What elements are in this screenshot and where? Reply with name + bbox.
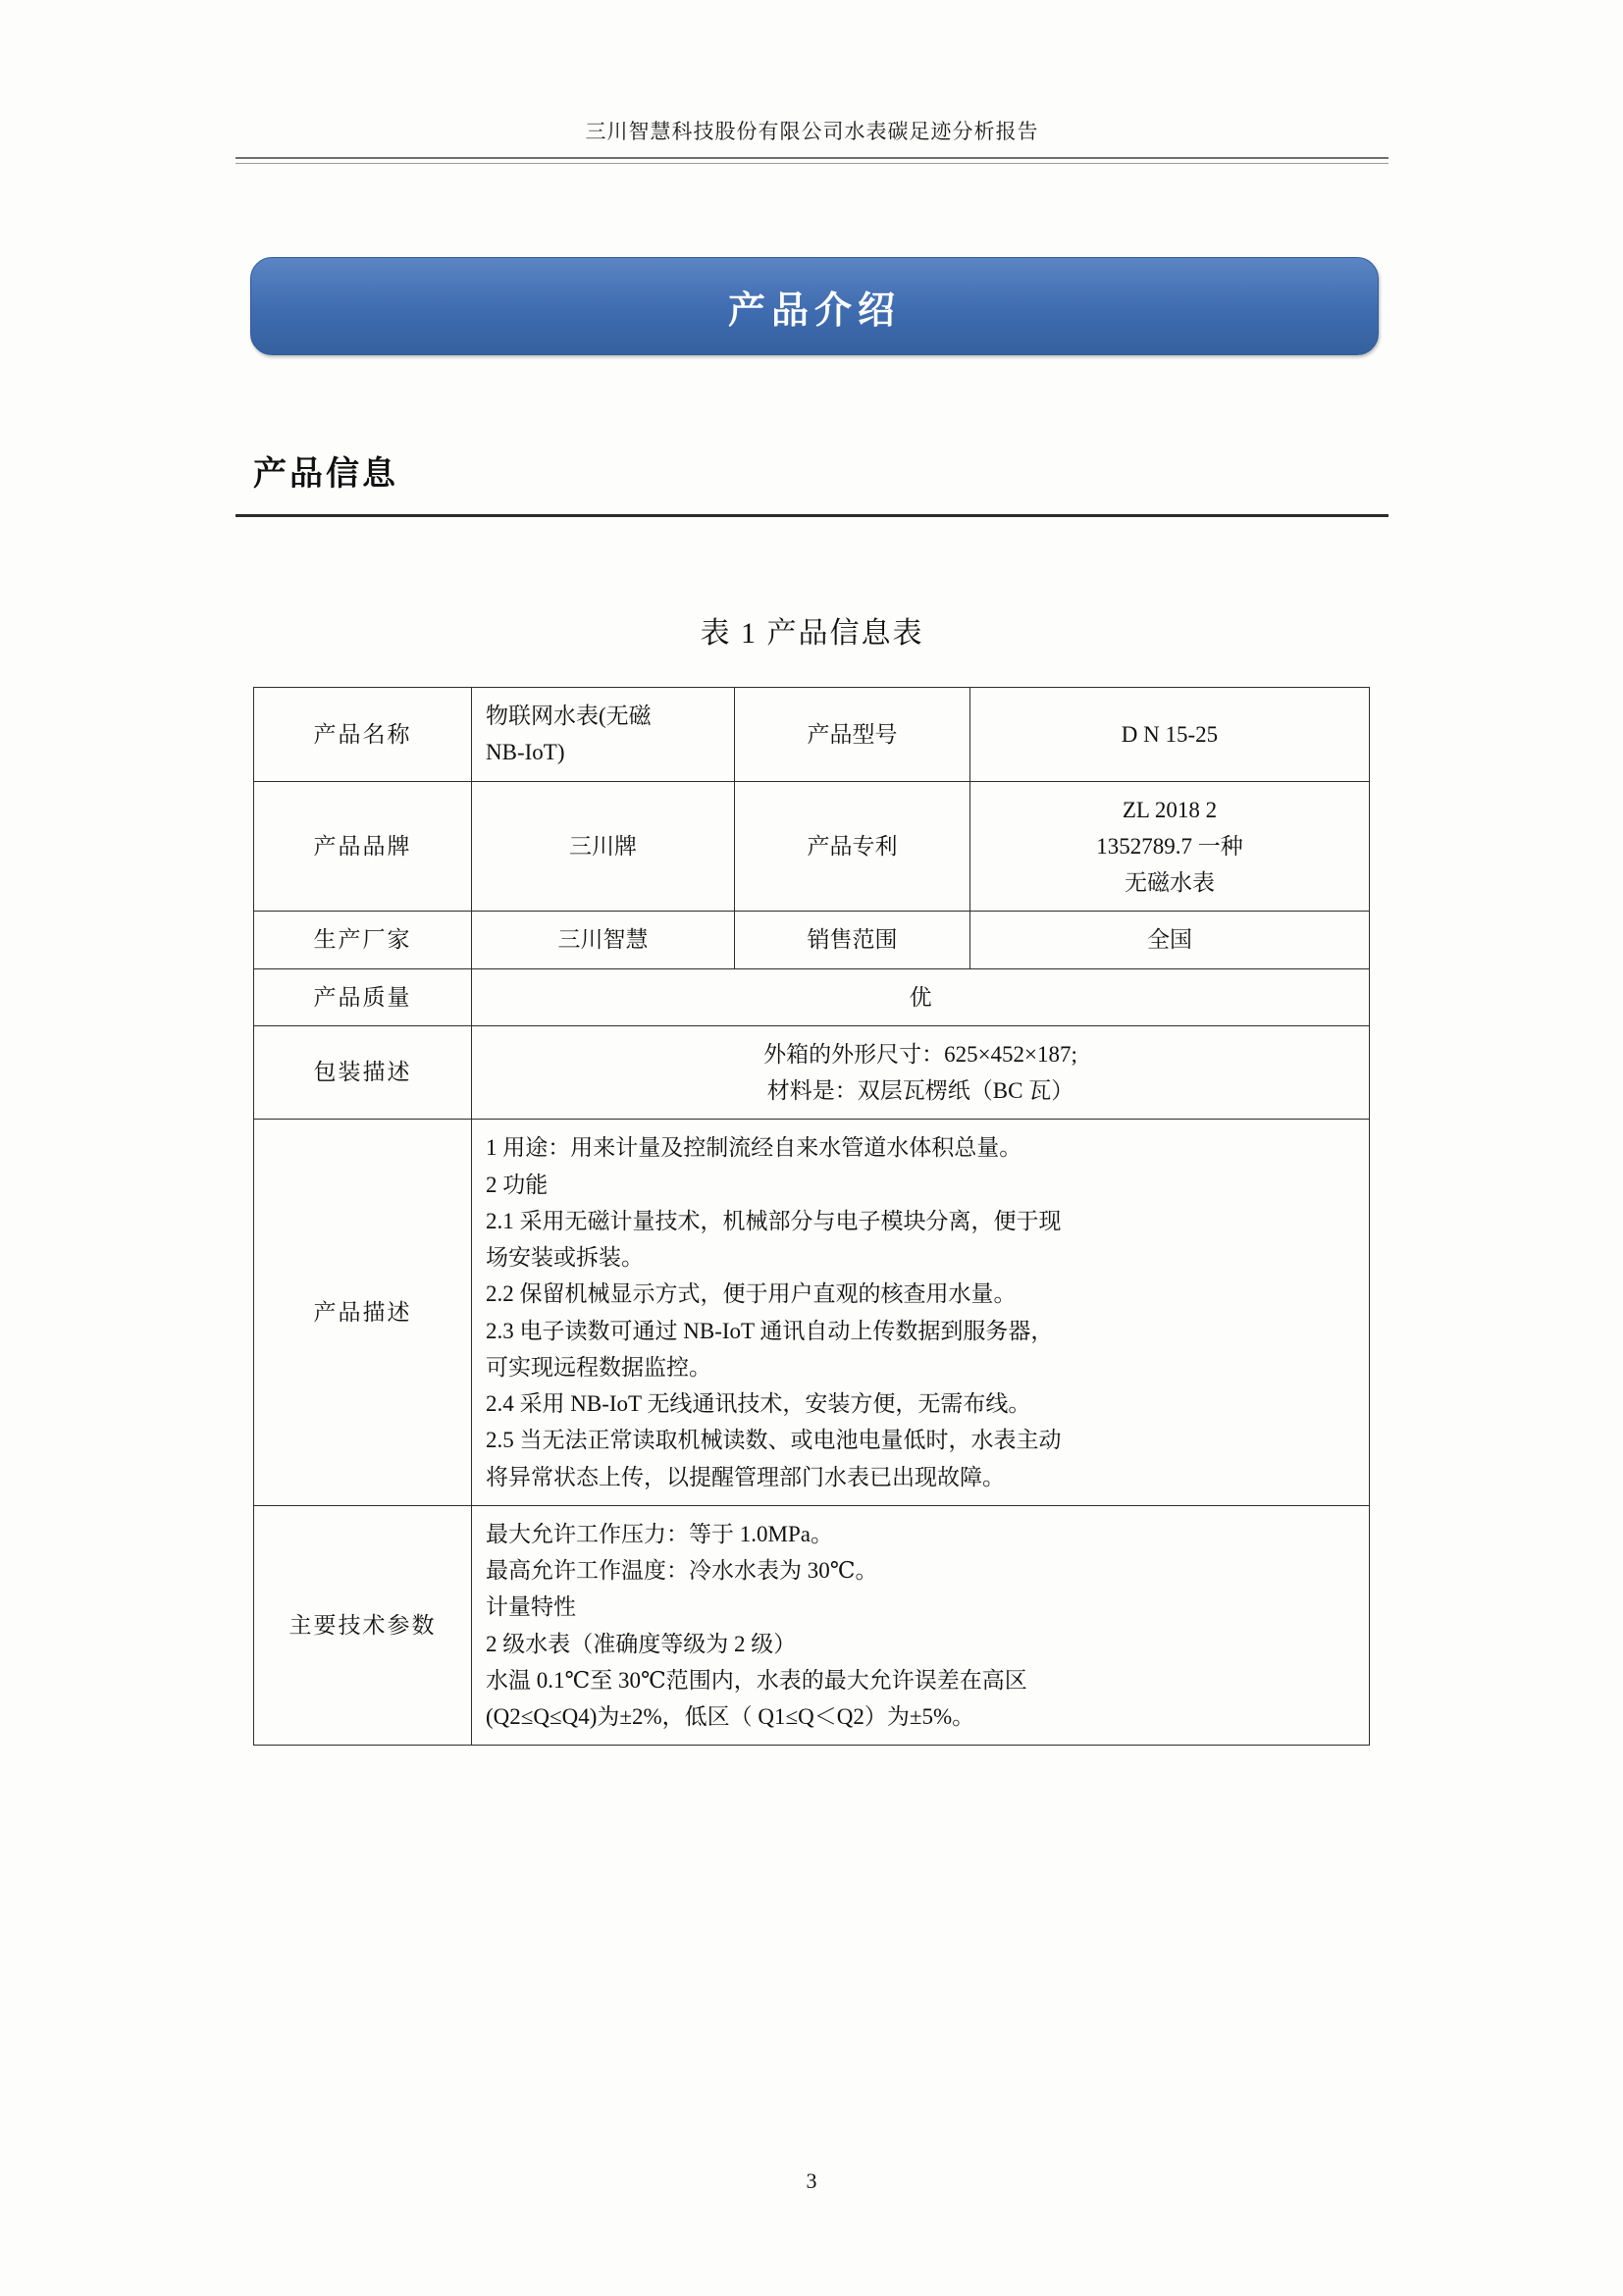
tech-line-4: 2 级水表（准确度等级为 2 级） [486,1631,797,1656]
cell-model-label: 产品型号 [735,688,970,782]
cell-model-value: D N 15-25 [970,688,1370,782]
description-line-3: 2.1 采用无磁计量技术，机械部分与电子模块分离，便于现 [486,1208,1062,1233]
cell-description-value [472,1120,1370,1506]
page-number: 3 [806,2168,817,2193]
header-rule-thin [236,163,1388,164]
cell-tech-label: 主要技术参数 [254,1505,472,1746]
banner-title: 产品介绍 [727,289,901,332]
table-row [254,1120,1370,1506]
cell-sales-scope-label: 销售范围 [735,912,970,968]
package-line-2: 材料是：双层瓦楞纸（BC 瓦） [766,1078,1074,1103]
cell-quality-value: 优 [472,968,1370,1025]
tech-line-5: 水温 0.1℃至 30℃范围内，水表的最大允许误差在高区 [486,1667,1027,1693]
cell-patent-label: 产品专利 [735,781,970,912]
cell-description-label: 产品描述 [254,1120,472,1506]
product-info-table [253,687,1370,1746]
description-line-2: 2 功能 [486,1172,549,1197]
cell-package-value [472,1025,1370,1120]
table-row [254,688,1370,782]
tech-line-2: 最高允许工作温度：冷水水表为 30℃。 [486,1558,878,1583]
table-row [254,1025,1370,1120]
table-caption: 表 1 产品信息表 [700,617,924,650]
cell-sales-scope-value: 全国 [970,912,1370,968]
cell-manufacturer-value: 三川智慧 [472,912,735,968]
patent-line-3: 无磁水表 [1125,870,1215,895]
description-line-1: 1 用途：用来计量及控制流经自来水管道水体积总量。 [486,1135,1022,1161]
product-name-line-1: 物联网水表(无磁 [486,704,652,728]
description-line-9: 2.5 当无法正常读取机械读数、或电池电量低时，水表主动 [486,1428,1062,1453]
cell-manufacturer-label: 生产厂家 [254,912,472,968]
package-line-1: 外箱的外形尺寸：625×452×187; [763,1041,1077,1067]
patent-line-1: ZL 2018 2 [1122,797,1218,822]
tech-line-6: (Q2≤Q≤Q4)为±2%，低区（ Q1≤Q＜Q2）为±5%。 [486,1704,975,1729]
cell-package-label: 包装描述 [254,1025,472,1120]
cell-brand-value: 三川牌 [472,781,735,912]
cell-brand-label: 产品品牌 [254,781,472,912]
cell-quality-label: 产品质量 [254,968,472,1025]
running-header: 三川智慧科技股份有限公司水表碳足迹分析报告 [585,120,1039,143]
description-line-7: 可实现远程数据监控。 [486,1354,711,1380]
section-divider [236,514,1388,517]
description-line-4: 场安装或拆装。 [486,1245,644,1270]
table-row [254,912,1370,968]
table-row [254,1505,1370,1746]
description-line-8: 2.4 采用 NB-IoT 无线通讯技术，安装方便，无需布线。 [486,1391,1031,1416]
product-name-line-2: NB-IoT) [486,740,565,765]
description-line-6: 2.3 电子读数可通过 NB-IoT 通讯自动上传数据到服务器， [486,1318,1054,1343]
cell-patent-value [970,781,1370,912]
description-line-5: 2.2 保留机械显示方式，便于用户直观的核查用水量。 [486,1281,1017,1307]
cell-product-name-label: 产品名称 [254,688,472,782]
patent-line-2: 1352789.7 一种 [1096,833,1243,859]
table-row [254,968,1370,1025]
cell-product-name-value [472,688,735,782]
page-title: 产品信息 [253,455,398,493]
product-intro-banner [250,257,1379,355]
table-row [254,781,1370,912]
tech-line-1: 最大允许工作压力：等于 1.0MPa。 [486,1521,833,1546]
header-rule-thick [236,157,1388,159]
cell-tech-value [472,1505,1370,1746]
description-line-10: 将异常状态上传，以提醒管理部门水表已出现故障。 [486,1464,1005,1489]
tech-line-3: 计量特性 [486,1594,576,1620]
